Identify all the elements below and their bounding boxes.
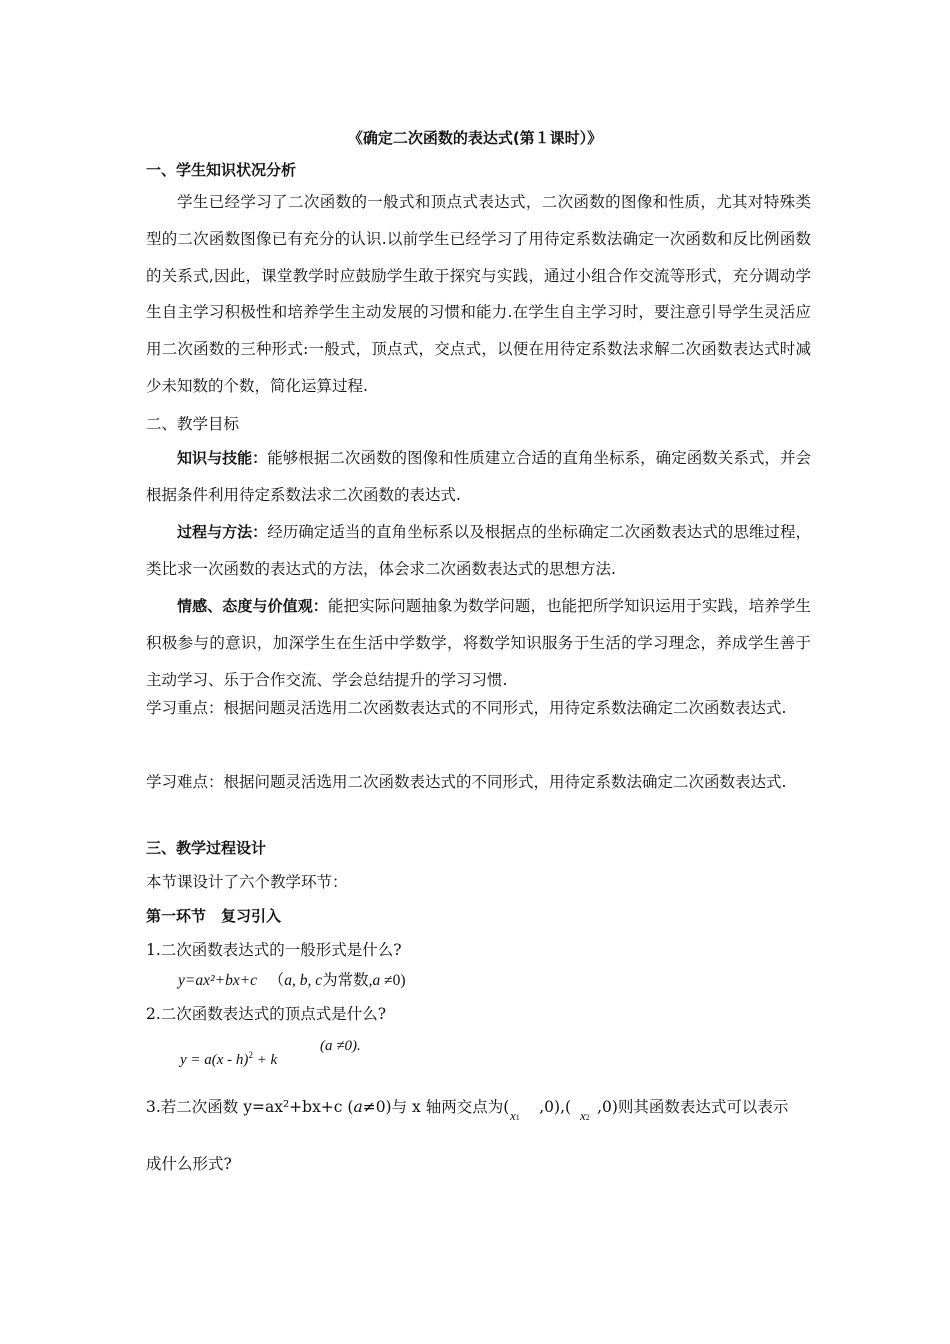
question-3 (146, 1097, 788, 1117)
goal-process (146, 514, 811, 588)
q3-part2: ≠0)与 x 轴两交点为( (362, 1098, 510, 1116)
formula-vertex-exponent: 2 (248, 1050, 253, 1060)
step1-heading: 第一环节 复习引入 (146, 907, 282, 925)
question-2: 2.二次函数表达式的顶点式是什么? (146, 1005, 387, 1023)
formula-vertex (180, 1045, 277, 1070)
q3-a: a (353, 1098, 363, 1116)
q3-x1-var: x (510, 1108, 516, 1123)
q3-x1-subscript: 1 (515, 1113, 520, 1122)
section3-heading: 三、教学过程设计 (146, 839, 267, 857)
formula-vertex-condition: (a ≠0). (320, 1038, 361, 1054)
q3-x2 (580, 1108, 590, 1124)
section3-intro: 本节课设计了六个教学环节： (146, 873, 348, 891)
document-title: 《确定二次函数的表达式(第１课时）》 (347, 129, 603, 147)
formula-general (178, 971, 406, 991)
goal-attitude-label: 情感、态度与价值观： (177, 597, 328, 615)
formula-general-expr: y=ax²+bx+c (178, 972, 258, 989)
q3-x1 (510, 1108, 520, 1124)
formula-general-note-open: （ (268, 972, 285, 989)
key-point: 学习重点：根据问题灵活选用二次函数表达式的不同形式，用待定系数法确定二次函数表达式. (146, 699, 787, 717)
goal-process-text: 经历确定适当的直角坐标系以及根据点的坐标确定二次函数表达式的思维过程，类比求一次函数的表达式的方法，体会求二次函数表达式的思想方法. (146, 523, 811, 578)
q3-part4: ,0)则其函数表达式可以表示 (597, 1098, 789, 1116)
formula-general-vars: a, b, c (284, 972, 323, 989)
question-1: 1.二次函数表达式的一般形式是什么? (146, 941, 402, 959)
goal-process-label: 过程与方法： (177, 523, 268, 541)
difficult-point: 学习难点：根据问题灵活选用二次函数表达式的不同形式，用待定系数法确定二次函数表达式. (146, 773, 787, 791)
goal-attitude-text: 能把实际问题抽象为数学问题，也能把所学知识运用于实践，培养学生积极参与的意识，加深学生在生活中学数学，将数学知识服务于生活的学习理念，养成学生善于主动学习、乐于合作交流、学会总结提升的学习习惯. (146, 597, 811, 689)
formula-general-note-mid: 为常数, (322, 972, 373, 989)
section2-heading: 二、教学目标 (146, 415, 240, 433)
goal-knowledge-label: 知识与技能： (177, 449, 268, 467)
formula-general-a: a (372, 972, 381, 989)
formula-general-note-end: ≠0) (384, 972, 406, 989)
q3-part3: ,0),( (539, 1098, 572, 1116)
q3-x2-var: x (580, 1108, 586, 1123)
formula-vertex-expr: y = a(x - h) (180, 1052, 249, 1068)
section1-heading: 一、学生知识状况分析 (146, 161, 297, 179)
goal-knowledge (146, 440, 811, 514)
goal-attitude (146, 588, 811, 698)
question-3-continued: 成什么形式? (146, 1155, 232, 1173)
goal-knowledge-text: 能够根据二次函数的图像和性质建立合适的直角坐标系，确定函数关系式，并会根据条件利用待定系数法求二次函数的表达式. (146, 449, 811, 504)
section1-paragraph: 学生已经学习了二次函数的一般式和顶点式表达式，二次函数的图像和性质，尤其对特殊类型的二次函数图像已有充分的认识.以前学生已经学习了用待定系数法确定一次函数和反比例函数的关系式,因此，课堂教学时应鼓励学生敢于探究与实践，通过小组合作交流等形式，充分调动学生自主学习积极性和培养学生主动发展的习惯和能力.在学生自主学习时，要注意引导学生灵活应用二次函数的三种形式:一般式，顶点式，交点式，以便在用待定系数法求解二次函数表达式时减少未知数的个数，简化运算过程. (146, 193, 811, 395)
formula-vertex-tail: + k (256, 1052, 278, 1068)
q3-part1: 3.若二次函数 y=ax²+bx+c ( (146, 1098, 354, 1116)
q3-x2-subscript: 2 (585, 1113, 590, 1122)
